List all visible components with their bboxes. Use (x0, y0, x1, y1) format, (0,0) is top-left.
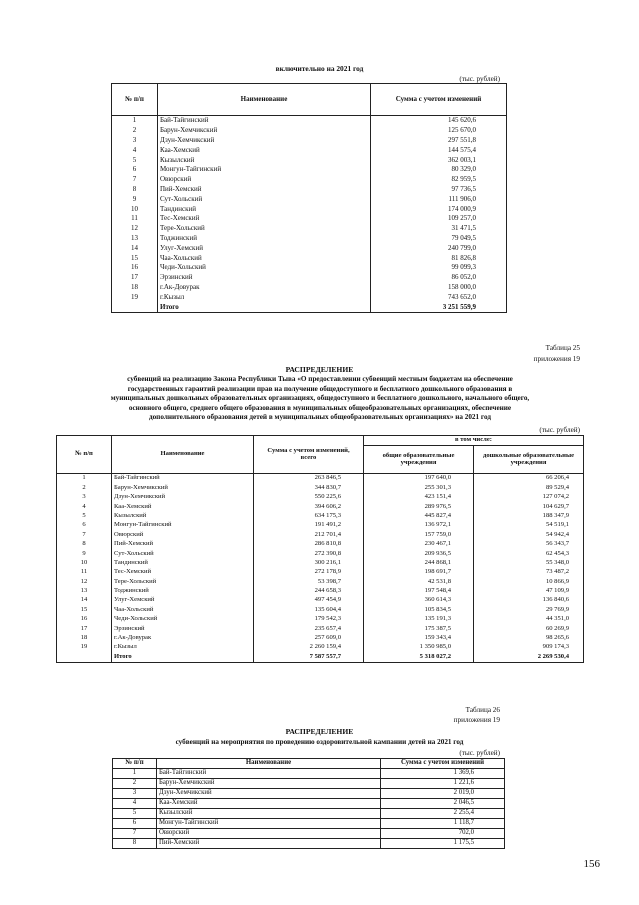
table-cell: 5 (57, 512, 112, 521)
table-cell: 2 255,4 (381, 809, 505, 819)
table-row (57, 624, 584, 633)
subtitle-line: государственных гарантий реализации прав на получение общедоступного и бесплатного дошкольного образования в (127, 384, 513, 393)
table-row (57, 596, 584, 605)
table-cell: 127 074,2 (474, 493, 584, 502)
table-cell: 4 (57, 502, 112, 511)
table-cell: 14 (57, 596, 112, 605)
table-cell: 1 (112, 116, 158, 126)
table-cell: Дзун-Хемчикский (112, 493, 254, 502)
table-cell: 1 118,7 (381, 819, 505, 829)
table-cell: Тес-Хемский (112, 568, 254, 577)
table-row (112, 194, 507, 204)
table-cell: 360 614,3 (364, 596, 474, 605)
table-cell: 209 936,5 (364, 549, 474, 558)
table-cell: 550 225,6 (254, 493, 364, 502)
table25-subtitle (60, 375, 580, 423)
table25-title: РАСПРЕДЕЛЕНИЕ (285, 365, 354, 374)
table-cell: Тес-Хемский (158, 214, 371, 224)
table-cell: 289 976,5 (364, 502, 474, 511)
table-cell: 17 (112, 273, 158, 283)
table-cell: г.Ак-Довурак (112, 634, 254, 643)
table-cell: 17 (57, 624, 112, 633)
table-total-row (112, 302, 507, 312)
table-cell: 3 (113, 789, 157, 799)
table-cell: Итого (158, 302, 371, 312)
table-cell: 19 (57, 643, 112, 652)
table-row (112, 283, 507, 293)
table-cell: 10 (57, 559, 112, 568)
table-cell: Чеди-Хольский (112, 615, 254, 624)
table-cell: 9 (57, 549, 112, 558)
table-cell: 15 (57, 605, 112, 614)
table-cell: Итого (112, 652, 254, 662)
table-row (112, 145, 507, 155)
table-cell: 54 519,1 (474, 521, 584, 530)
table-row (57, 512, 584, 521)
table-cell: Барун-Хемчикский (112, 483, 254, 492)
table-cell: 99 099,3 (371, 263, 507, 273)
table-cell: Пий-Хемский (158, 185, 371, 195)
table-cell: 743 652,0 (371, 292, 507, 302)
page-number: 156 (583, 858, 600, 870)
table-cell: 5 (112, 155, 158, 165)
table-cell: Эрзинский (112, 624, 254, 633)
table-cell: 2 269 530,4 (474, 652, 584, 662)
table-cell: 235 657,4 (254, 624, 364, 633)
table-cell: 12 (112, 224, 158, 234)
table-cell: Эрзинский (158, 273, 371, 283)
table-cell: Барун-Хемчикский (158, 126, 371, 136)
table-25 (56, 435, 584, 663)
table-row (57, 549, 584, 558)
table-cell: 9 (112, 194, 158, 204)
table-cell: 244 868,1 (364, 559, 474, 568)
table-row (57, 530, 584, 539)
table-cell: 197 548,4 (364, 587, 474, 596)
table-cell: 1 221,6 (381, 779, 505, 789)
table-cell: 6 (57, 521, 112, 530)
table-cell: 1 350 985,0 (364, 643, 474, 652)
table-cell: Монгун-Тайгинский (158, 165, 371, 175)
table-cell: Кызылский (112, 512, 254, 521)
table-cell: 362 003,1 (371, 155, 507, 165)
table-cell: 42 531,8 (364, 577, 474, 586)
table-cell: Кызылский (157, 809, 381, 819)
subtitle-line: основного общего, среднего общего образования в муниципальных общеобразовательных организациях, обеспечение (128, 403, 512, 412)
table-cell: Чаа-Хольский (158, 253, 371, 263)
t1-header-name: Наименование (158, 84, 371, 116)
table-cell: 191 491,2 (254, 521, 364, 530)
table-cell: 12 (57, 577, 112, 586)
table-row (57, 521, 584, 530)
table-row (57, 559, 584, 568)
table-cell: Каа-Хемский (157, 799, 381, 809)
table-cell: 159 343,4 (364, 634, 474, 643)
table-row (57, 483, 584, 492)
table-cell: 174 000,9 (371, 204, 507, 214)
table-cell: 44 351,0 (474, 615, 584, 624)
table-cell: 445 827,4 (364, 512, 474, 521)
table-cell: 14 (112, 243, 158, 253)
table-row (57, 615, 584, 624)
table-cell: 11 (112, 214, 158, 224)
table-cell: Чаа-Хольский (112, 605, 254, 614)
table-cell: 394 606,2 (254, 502, 364, 511)
table-row (113, 779, 505, 789)
table-cell: Овюрский (158, 175, 371, 185)
table-cell: 158 000,0 (371, 283, 507, 293)
subtitle-line: субвенций на реализацию Закона Республики Тыва «О предоставлении субвенций местным бюджетам на обеспечение (127, 375, 513, 383)
table-cell: 29 769,9 (474, 605, 584, 614)
table-cell: Сут-Хольский (112, 549, 254, 558)
table-cell (112, 302, 158, 312)
table-cell: 109 257,0 (371, 214, 507, 224)
table-cell: 31 471,5 (371, 224, 507, 234)
table-cell: 60 269,9 (474, 624, 584, 633)
table-cell: 7 (57, 530, 112, 539)
table-cell: Овюрский (112, 530, 254, 539)
table-cell: 6 (112, 165, 158, 175)
table-cell: 135 191,3 (364, 615, 474, 624)
table-row (112, 204, 507, 214)
table-row (112, 155, 507, 165)
table-cell: 53 398,7 (254, 577, 364, 586)
table-row (57, 493, 584, 502)
table-cell: 272 390,8 (254, 549, 364, 558)
table-cell: Тандинский (112, 559, 254, 568)
table-total-row (57, 652, 584, 662)
table-cell: 272 178,9 (254, 568, 364, 577)
t3-header-sum: Сумма с учетом изменений (381, 759, 505, 769)
table-cell: 16 (112, 263, 158, 273)
table-row (112, 165, 507, 175)
table-cell: Барун-Хемчикский (157, 779, 381, 789)
table-cell: 135 604,4 (254, 605, 364, 614)
table-cell (57, 652, 112, 662)
table-cell: 240 799,0 (371, 243, 507, 253)
table-row (112, 263, 507, 273)
table-cell: Дзун-Хемчикский (158, 136, 371, 146)
table-cell: 702,0 (381, 829, 505, 839)
table-cell: Чеди-Хольский (158, 263, 371, 273)
table-cell: Улуг-Хемский (158, 243, 371, 253)
table-cell: 3 (112, 136, 158, 146)
table-cell: 81 826,8 (371, 253, 507, 263)
table-row (113, 829, 505, 839)
table-cell: Каа-Хемский (112, 502, 254, 511)
table-row (57, 643, 584, 652)
table-cell: 19 (112, 292, 158, 302)
table-row (57, 540, 584, 549)
table-cell: 8 (57, 540, 112, 549)
table-cell: 8 (113, 839, 157, 849)
table-cell: 179 542,3 (254, 615, 364, 624)
table-cell: Овюрский (157, 829, 381, 839)
table-cell: Дзун-Хемчикский (157, 789, 381, 799)
table-cell: 7 587 557,7 (254, 652, 364, 662)
table-row (57, 587, 584, 596)
table-cell: 198 691,7 (364, 568, 474, 577)
table-cell: Бай-Тайгинский (157, 769, 381, 779)
table-cell: 10 866,9 (474, 577, 584, 586)
table-cell: 300 216,1 (254, 559, 364, 568)
t3-header-name: Наименование (157, 759, 381, 769)
table-cell: 145 620,6 (371, 116, 507, 126)
table-cell: г.Кызыл (112, 643, 254, 652)
table-row (57, 568, 584, 577)
table-cell: Тандинский (158, 204, 371, 214)
table-cell: 13 (57, 587, 112, 596)
table-cell: 497 454,9 (254, 596, 364, 605)
table-row (113, 819, 505, 829)
table-26 (112, 758, 505, 849)
table-cell: 73 487,2 (474, 568, 584, 577)
table-cell: 79 049,5 (371, 234, 507, 244)
table26-appendix: приложения 19 (453, 716, 500, 724)
table-cell: 105 834,5 (364, 605, 474, 614)
table-cell: Монгун-Тайгинский (157, 819, 381, 829)
table-cell: 2 260 159,4 (254, 643, 364, 652)
table-cell: 8 (112, 185, 158, 195)
table-row (112, 273, 507, 283)
table-row (112, 136, 507, 146)
table-cell: г.Ак-Довурак (158, 283, 371, 293)
table-cell: 125 670,0 (371, 126, 507, 136)
table-row (113, 789, 505, 799)
table-cell: 3 251 559,9 (371, 302, 507, 312)
table-cell: 54 942,4 (474, 530, 584, 539)
table26-number: Таблица 26 (465, 706, 500, 714)
table-cell: 136 840,6 (474, 596, 584, 605)
table-row (113, 809, 505, 819)
table-cell: 66 206,4 (474, 474, 584, 484)
t1-header-sum: Сумма с учетом изменений (371, 84, 507, 116)
table-cell: Кызылский (158, 155, 371, 165)
table-cell: 4 (112, 145, 158, 155)
section1-heading: включительно на 2021 год (275, 64, 364, 73)
table25-number: Таблица 25 (545, 344, 580, 352)
table-cell: г.Кызыл (158, 292, 371, 302)
table-row (112, 126, 507, 136)
table-cell: 97 736,5 (371, 185, 507, 195)
table-cell: 286 810,8 (254, 540, 364, 549)
table-cell: 1 (57, 474, 112, 484)
table-cell: 5 318 027,2 (364, 652, 474, 662)
table-cell: 86 052,0 (371, 273, 507, 283)
t3-header-num: № п/п (113, 759, 157, 769)
table-cell: 16 (57, 615, 112, 624)
table-row (113, 799, 505, 809)
table-cell: 47 109,9 (474, 587, 584, 596)
table-cell: 98 265,6 (474, 634, 584, 643)
table-cell: Тоджинский (158, 234, 371, 244)
table-cell: 212 701,4 (254, 530, 364, 539)
table-cell: Улуг-Хемский (112, 596, 254, 605)
table-1 (111, 83, 507, 313)
table-cell: 11 (57, 568, 112, 577)
table-cell: 15 (112, 253, 158, 263)
table-cell: 7 (113, 829, 157, 839)
table26-title: РАСПРЕДЕЛЕНИЕ (285, 727, 354, 736)
table-cell: Бай-Тайгинский (158, 116, 371, 126)
table-cell: 136 972,1 (364, 521, 474, 530)
table-cell: 1 369,6 (381, 769, 505, 779)
table-cell: 2 046,5 (381, 799, 505, 809)
table-cell: 89 529,4 (474, 483, 584, 492)
table-cell: 230 467,1 (364, 540, 474, 549)
table-cell: Каа-Хемский (158, 145, 371, 155)
table-row (57, 474, 584, 484)
table-row (112, 243, 507, 253)
t2-header-general: общие образовательные учреждения (364, 446, 474, 474)
table-cell: 157 759,0 (364, 530, 474, 539)
table-cell: 909 174,3 (474, 643, 584, 652)
table-cell: Сут-Хольский (158, 194, 371, 204)
table-row (112, 253, 507, 263)
table-cell: 297 551,8 (371, 136, 507, 146)
subtitle-line: муниципальных дошкольных образовательных организациях, общедоступного и бесплатного дошкольного, начального общего, (110, 394, 530, 403)
table-cell: 80 329,0 (371, 165, 507, 175)
table-row (112, 224, 507, 234)
t2-header-incl: в том числе: (364, 436, 584, 446)
table-row (113, 839, 505, 849)
table-row (112, 214, 507, 224)
table-row (113, 769, 505, 779)
table-cell: Пий-Хемский (157, 839, 381, 849)
table-cell: 10 (112, 204, 158, 214)
table-cell: 2 019,0 (381, 789, 505, 799)
table-cell: 175 387,5 (364, 624, 474, 633)
table-cell: 104 629,7 (474, 502, 584, 511)
table26-subtitle: субвенций на мероприятия по проведению оздоровительной кампании детей на 2021 год (175, 738, 464, 746)
table-cell: 344 830,7 (254, 483, 364, 492)
table-row (112, 116, 507, 126)
table-cell: Тере-Хольский (112, 577, 254, 586)
table-cell: 62 454,3 (474, 549, 584, 558)
t2-header-preschool: дошкольные образовательные учреждения (474, 446, 584, 474)
section1-unit: (тыс. рублей) (459, 75, 500, 83)
t2-header-name: Наименование (112, 436, 254, 474)
table-cell: 255 301,3 (364, 483, 474, 492)
subtitle-line: дополнительного образования детей в муниципальных общеобразовательных организациях» на 2021 год (148, 413, 492, 422)
table-cell: 3 (57, 493, 112, 502)
table-cell: Монгун-Тайгинский (112, 521, 254, 530)
t1-header-num: № п/п (112, 84, 158, 116)
table-cell: 5 (113, 809, 157, 819)
table-cell: 263 846,5 (254, 474, 364, 484)
table25-appendix: приложения 19 (533, 355, 580, 363)
table-cell: 2 (57, 483, 112, 492)
table-cell: 82 959,5 (371, 175, 507, 185)
table-row (57, 605, 584, 614)
table-cell: 2 (113, 779, 157, 789)
table-cell: Тере-Хольский (158, 224, 371, 234)
table-row (57, 634, 584, 643)
table-cell: 7 (112, 175, 158, 185)
t2-header-sum: Сумма с учетом изменений, всего (254, 436, 364, 474)
table-cell: 4 (113, 799, 157, 809)
table-cell: 18 (112, 283, 158, 293)
table-cell: 111 906,0 (371, 194, 507, 204)
table-row (57, 502, 584, 511)
table-cell: Тоджинский (112, 587, 254, 596)
table-cell: 13 (112, 234, 158, 244)
table-cell: 144 575,4 (371, 145, 507, 155)
table-cell: 56 343,7 (474, 540, 584, 549)
table-row (57, 577, 584, 586)
table-cell: 18 (57, 634, 112, 643)
table-cell: 55 348,0 (474, 559, 584, 568)
table-cell: Бай-Тайгинский (112, 474, 254, 484)
table-cell: 244 658,3 (254, 587, 364, 596)
table-cell: 634 175,3 (254, 512, 364, 521)
table-cell: 257 609,0 (254, 634, 364, 643)
table-cell: 197 640,0 (364, 474, 474, 484)
table-cell: Пий-Хемский (112, 540, 254, 549)
table-row (112, 234, 507, 244)
table-row (112, 175, 507, 185)
table-cell: 2 (112, 126, 158, 136)
table-cell: 6 (113, 819, 157, 829)
t2-header-num: № п/п (57, 436, 112, 474)
table-cell: 1 175,5 (381, 839, 505, 849)
table-cell: 1 (113, 769, 157, 779)
table-row (112, 185, 507, 195)
table-cell: 423 151,4 (364, 493, 474, 502)
table-cell: 188 347,9 (474, 512, 584, 521)
table25-unit: (тыс. рублей) (539, 426, 580, 434)
table26-unit: (тыс. рублей) (459, 749, 500, 757)
table-row (112, 292, 507, 302)
